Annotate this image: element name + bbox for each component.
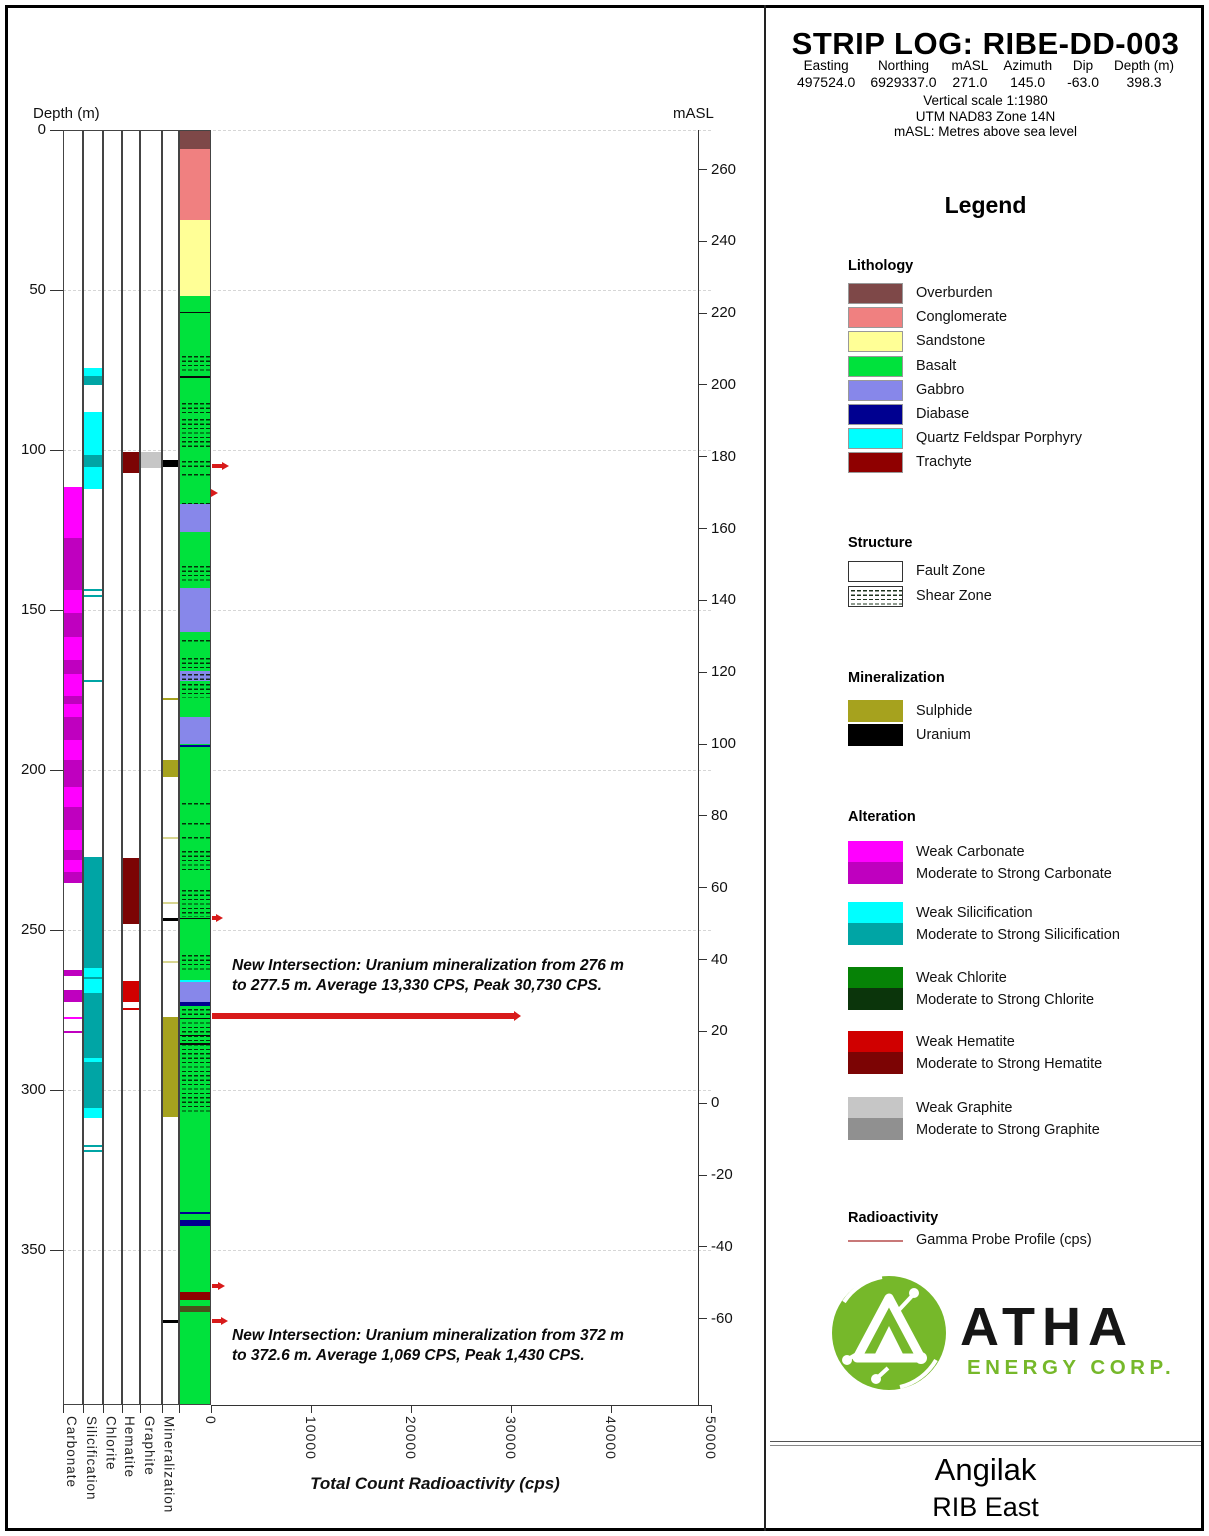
atha-logo-icon (830, 1266, 950, 1404)
log-column-graphite (140, 130, 162, 1405)
legend-label: Quartz Feldspar Porphyry (916, 430, 1083, 447)
masl-tick-label: 240 (711, 232, 737, 250)
area-name: RIB East (932, 1492, 1039, 1522)
legend-swatch-overburden (848, 283, 903, 304)
masl-tick-label: 120 (711, 663, 737, 681)
collar-field-value: 6929337.0 (870, 74, 937, 90)
mineralization-interval-uranium (163, 460, 178, 468)
legend-label: Weak Silicification (916, 905, 1033, 921)
collar-info (768, 58, 1203, 90)
scale-note: mASL: Metres above sea level (893, 124, 1078, 139)
column-bottom-tick (162, 1405, 163, 1413)
legend-swatch-fault-zone (848, 561, 903, 582)
gamma-spike-tip (514, 1011, 521, 1021)
depth-tick-label: 350 (20, 1241, 46, 1258)
collar-field (870, 58, 936, 90)
carbonate-interval-strong (64, 538, 82, 590)
gamma-spike (212, 1013, 514, 1019)
annotation-line: New Intersection: Uranium mineralization from 276 m (232, 957, 624, 974)
collar-field-label: Northing (877, 58, 929, 73)
masl-tick (698, 959, 707, 960)
xaxis-tick-label: 40000 (603, 1416, 619, 1460)
collar-field-label: mASL (951, 58, 989, 73)
xaxis-title: Total Count Radioactivity (cps) (310, 1474, 560, 1493)
legend-heading-radioactivity: Radioactivity (848, 1210, 939, 1226)
carbonate-interval-weak (64, 787, 82, 807)
collar-field-value: 145.0 (1010, 74, 1046, 90)
silicification-interval-strong (84, 589, 102, 591)
legend-swatch-sulphide (848, 700, 903, 722)
log-column-hematite (122, 130, 140, 1405)
legend-swatch-quartz-feldspar-porphyry (848, 428, 903, 449)
masl-tick-label: 40 (711, 950, 728, 968)
silicification-interval-strong (84, 977, 102, 979)
legend-label: Sulphide (916, 703, 973, 719)
xaxis-tick (611, 1405, 612, 1413)
legend-swatch-weak (848, 1031, 903, 1052)
hematite-interval-strong (123, 452, 139, 473)
graphite-interval-weak (141, 452, 161, 468)
carbonate-interval-weak (64, 637, 82, 659)
xaxis-tick-label: 30000 (503, 1416, 519, 1460)
masl-tick (698, 456, 707, 457)
masl-tick (698, 169, 707, 170)
legend-heading-mineralization: Mineralization (848, 670, 945, 686)
depth-tick-label: 250 (20, 921, 46, 938)
column-bottom-tick (122, 1405, 123, 1413)
collar-field-label: Depth (m) (1114, 58, 1175, 73)
masl-axis-line (698, 130, 699, 1405)
silicification-interval-weak (84, 968, 102, 993)
carbonate-interval-strong (64, 872, 82, 883)
silicification-interval-strong (84, 376, 102, 384)
collar-field-label: Azimuth (1003, 58, 1053, 73)
legend-swatch-weak (848, 841, 903, 862)
legend-label: Moderate to Strong Chlorite (916, 992, 1095, 1008)
project-name: Angilak (934, 1452, 1037, 1487)
xaxis-tick-label: 50000 (703, 1416, 719, 1460)
panel-divider (764, 5, 766, 1531)
xaxis-tick-label: 0 (203, 1416, 219, 1425)
column-label: Graphite (142, 1416, 157, 1476)
scale-note: UTM NAD83 Zone 14N (915, 108, 1056, 124)
legend-label: Weak Graphite (916, 1100, 1013, 1116)
masl-tick (698, 1175, 707, 1176)
silicification-interval-weak (84, 467, 102, 489)
carbonate-interval-strong (64, 660, 82, 674)
legend-heading-alteration: Alteration (848, 809, 916, 825)
masl-tick (698, 384, 707, 385)
hematite-interval-weak (123, 1008, 139, 1010)
legend-swatch-strong (848, 988, 903, 1010)
silicification-interval-weak (84, 368, 102, 376)
collar-field-label: Easting (803, 58, 849, 73)
carbonate-interval-weak (64, 487, 82, 538)
gamma-spike-tip (216, 914, 223, 922)
silicification-interval-strong (84, 857, 102, 968)
masl-tick (698, 815, 707, 816)
legend-label: Shear Zone (916, 588, 992, 604)
column-bottom-tick (83, 1405, 84, 1413)
xaxis-tick (711, 1405, 712, 1413)
masl-tick (698, 1031, 707, 1032)
masl-tick (698, 241, 707, 242)
legend-swatch-shear-zone (848, 586, 903, 607)
intersection-annotation (232, 1326, 624, 1366)
carbonate-interval-weak (64, 830, 82, 850)
footer-separator (770, 1441, 1201, 1442)
footer-separator-2 (770, 1445, 1201, 1446)
legend-gamma-line (848, 1240, 903, 1242)
mineralization-interval-sulphide (163, 961, 178, 963)
legend-swatch-uranium (848, 724, 903, 746)
legend-label: Gamma Probe Profile (cps) (916, 1232, 1092, 1248)
depth-tick (50, 130, 63, 131)
legend-swatch-gabbro (848, 380, 903, 401)
depth-tick (50, 1250, 63, 1251)
legend-label: Diabase (916, 406, 970, 422)
gamma-spike-tip (211, 489, 218, 497)
mineralization-interval-sulphide (163, 837, 178, 839)
silicification-interval-strong (84, 1150, 102, 1152)
legend-swatch-diabase (848, 404, 903, 425)
masl-tick-label: -40 (711, 1237, 733, 1255)
masl-tick-label: 160 (711, 519, 737, 537)
legend-swatch-strong (848, 923, 903, 945)
masl-tick (698, 1103, 707, 1104)
xaxis-tick (511, 1405, 512, 1413)
carbonate-interval-weak (64, 740, 82, 760)
legend-label: Sandstone (916, 333, 986, 350)
legend-swatch-conglomerate (848, 307, 903, 328)
collar-field-value: 398.3 (1126, 74, 1162, 90)
legend-label: Moderate to Strong Graphite (916, 1122, 1100, 1138)
legend-title: Legend (944, 192, 1027, 218)
intersection-annotation (232, 956, 624, 996)
legend-swatch-weak (848, 902, 903, 923)
column-bottom-tick (103, 1405, 104, 1413)
masl-tick (698, 313, 707, 314)
legend-label: Weak Hematite (916, 1034, 1015, 1050)
carbonate-interval-strong (64, 990, 82, 1003)
carbonate-interval-strong (64, 760, 82, 787)
xaxis-tick-label: 20000 (403, 1416, 419, 1460)
silicification-interval-strong (84, 595, 102, 597)
mineralization-interval-sulphide (163, 1017, 178, 1117)
depth-tick-label: 0 (37, 121, 46, 138)
carbonate-interval-strong (64, 850, 82, 860)
depth-tick (50, 290, 63, 291)
collar-field (1003, 58, 1052, 90)
masl-tick (698, 1318, 707, 1319)
silicification-interval-strong (84, 455, 102, 467)
carbonate-interval-weak (64, 704, 82, 717)
carbonate-interval-strong (64, 970, 82, 976)
mineralization-interval-sulphide (163, 698, 178, 700)
column-label: Mineralization (161, 1416, 177, 1514)
carbonate-interval-weak (64, 1017, 82, 1019)
xaxis-tick (411, 1405, 412, 1413)
depth-tick (50, 450, 63, 451)
depth-tick (50, 1090, 63, 1091)
collar-field (1067, 58, 1099, 90)
carbonate-interval-weak (64, 674, 82, 696)
collar-field (1114, 58, 1174, 90)
legend-swatch-weak (848, 1097, 903, 1118)
depth-tick-label: 200 (20, 761, 46, 778)
silicification-interval-strong (84, 993, 102, 1058)
legend-label: Fault Zone (916, 563, 986, 579)
mineralization-interval-uranium (163, 1320, 178, 1324)
legend-swatch-weak (848, 967, 903, 988)
masl-tick-label: 0 (711, 1094, 720, 1112)
mineralization-interval-sulphide (163, 902, 178, 904)
depth-tick (50, 930, 63, 931)
carbonate-interval-strong (64, 717, 82, 740)
collar-field (952, 58, 989, 90)
legend-swatch-strong (848, 1052, 903, 1074)
log-column-silicification (83, 130, 103, 1405)
legend-heading-lithology: Lithology (848, 258, 914, 274)
carbonate-interval-strong (64, 613, 82, 637)
legend-label: Uranium (916, 727, 971, 743)
masl-tick (698, 887, 707, 888)
legend-swatch-strong (848, 1118, 903, 1140)
carbonate-interval-weak (64, 590, 82, 613)
column-bottom-tick (63, 1405, 64, 1413)
scale-notes (768, 93, 1203, 140)
column-label: Silicification (84, 1416, 99, 1501)
page-title: STRIP LOG: RIBE-DD-003 (791, 26, 1180, 61)
xaxis-tick-label: 10000 (303, 1416, 319, 1460)
xaxis-tick (311, 1405, 312, 1413)
legend-swatch-sandstone (848, 331, 903, 352)
silicification-interval-strong (84, 1145, 102, 1147)
legend-label: Conglomerate (916, 309, 1008, 326)
legend-heading-structure: Structure (848, 535, 913, 551)
masl-tick-label: 180 (711, 447, 737, 465)
masl-tick-label: 140 (711, 591, 737, 609)
column-label: Carbonate (64, 1416, 79, 1489)
carbonate-interval-strong (64, 696, 82, 703)
collar-field-label: Dip (1072, 58, 1094, 73)
logo-wordmark: ATHA (960, 1297, 1134, 1357)
legend-label: Basalt (916, 357, 957, 374)
masl-tick-label: 220 (711, 304, 737, 322)
depth-tick (50, 610, 63, 611)
legend-label: Weak Chlorite (916, 970, 1007, 986)
legend-label: Overburden (916, 285, 993, 301)
collar-field-value: -63.0 (1067, 74, 1100, 90)
masl-tick (698, 672, 707, 673)
masl-tick (698, 528, 707, 529)
depth-tick-label: 300 (20, 1081, 46, 1098)
depth-tick-label: 150 (20, 601, 46, 618)
hematite-interval-weak (123, 981, 139, 1002)
silicification-interval-weak (84, 412, 102, 455)
column-bottom-tick (140, 1405, 141, 1413)
masl-tick-label: 200 (711, 375, 737, 393)
legend-panel (768, 0, 1203, 1536)
masl-tick (698, 1246, 707, 1247)
masl-axis-title: mASL (673, 105, 714, 122)
gamma-spike-tip (218, 1282, 225, 1290)
carbonate-interval-strong (64, 1031, 82, 1033)
gamma-spike-tip (222, 462, 229, 470)
masl-tick (698, 600, 707, 601)
depth-tick-label: 100 (20, 441, 46, 458)
silicification-interval-strong (84, 680, 102, 682)
masl-tick-label: 20 (711, 1022, 728, 1040)
scale-note: Vertical scale 1:1980 (923, 93, 1048, 108)
legend-swatch-strong (848, 862, 903, 884)
column-label: Chlorite (103, 1416, 119, 1471)
carbonate-interval-weak (64, 860, 82, 872)
masl-tick-label: -20 (711, 1166, 733, 1184)
annotation-line: to 277.5 m. Average 13,330 CPS, Peak 30,730 CPS. (232, 977, 602, 994)
legend-label: Trachyte (916, 454, 972, 471)
gamma-spike (212, 1319, 221, 1323)
collar-field-value: 497524.0 (796, 74, 856, 90)
silicification-interval-weak (84, 1108, 102, 1118)
legend-label: Moderate to Strong Carbonate (916, 866, 1112, 882)
legend-label: Weak Carbonate (916, 844, 1025, 860)
masl-tick-label: 260 (711, 160, 737, 178)
xaxis-tick (211, 1405, 212, 1413)
column-bottom-tick (179, 1405, 180, 1413)
logo-subtitle: ENERGY CORP. (967, 1356, 1176, 1379)
hematite-interval-strong (123, 858, 139, 924)
log-column-chlorite (103, 130, 122, 1405)
silicification-interval-strong (84, 1062, 102, 1107)
legend-swatch-trachyte (848, 452, 903, 473)
legend-label: Gabbro (916, 381, 965, 398)
collar-field (797, 58, 855, 90)
mineralization-interval-sulphide (163, 760, 178, 777)
annotation-line: to 372.6 m. Average 1,069 CPS, Peak 1,430 CPS. (232, 1347, 585, 1364)
depth-axis-title: Depth (m) (33, 105, 100, 122)
carbonate-interval-strong (64, 807, 82, 830)
gamma-spike-tip (221, 1317, 228, 1325)
lithology-column-border (179, 130, 211, 1405)
masl-tick-label: 80 (711, 806, 728, 824)
xaxis-line (211, 1405, 711, 1407)
legend-swatch-basalt (848, 356, 903, 377)
masl-tick-label: 60 (711, 878, 728, 896)
collar-field-value: 271.0 (952, 74, 988, 90)
masl-tick-label: 100 (711, 735, 737, 753)
gamma-spike (212, 464, 222, 468)
depth-tick-label: 50 (29, 281, 46, 298)
legend-label: Moderate to Strong Hematite (916, 1056, 1103, 1072)
depth-tick (50, 770, 63, 771)
mineralization-interval-uranium (163, 918, 178, 922)
annotation-line: New Intersection: Uranium mineralization from 372 m (232, 1327, 624, 1344)
column-label: Hematite (122, 1416, 137, 1479)
masl-tick (698, 744, 707, 745)
legend-label: Moderate to Strong Silicification (916, 927, 1120, 943)
masl-tick-label: -60 (711, 1309, 733, 1327)
